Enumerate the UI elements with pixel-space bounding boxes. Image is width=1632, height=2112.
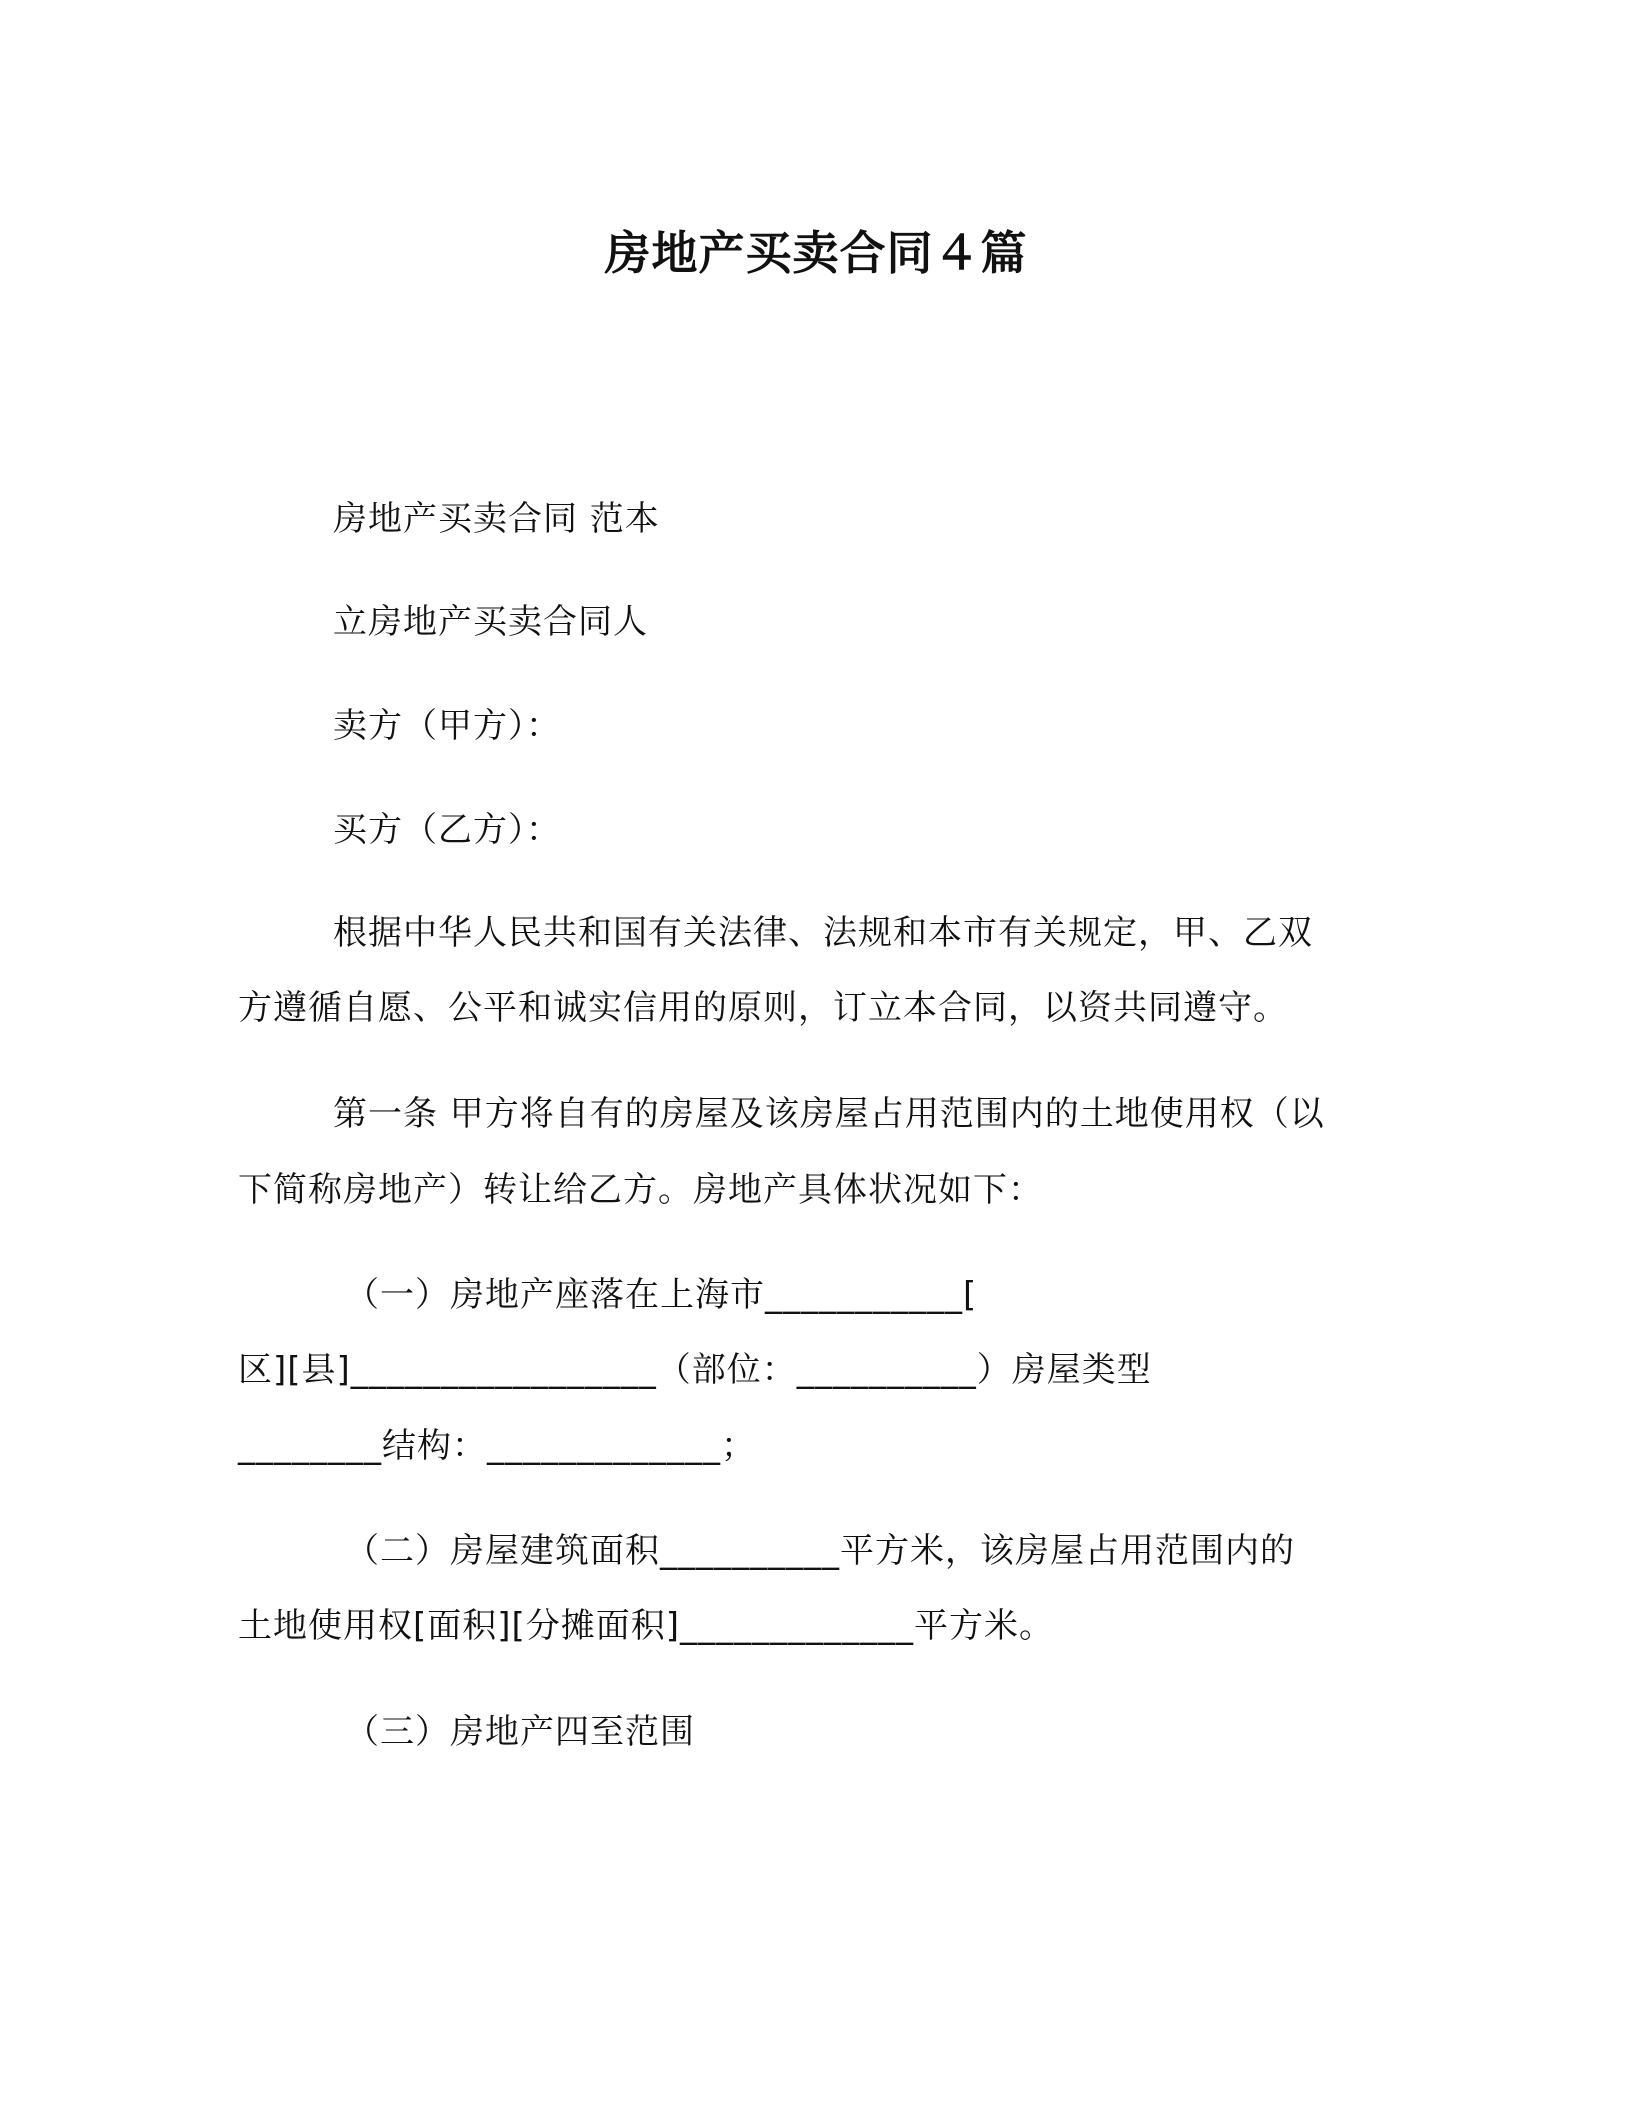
article-1-line-2: 下简称房地产）转让给乙方。房地产具体状况如下： bbox=[238, 1170, 1043, 1210]
document-title: 房地产买卖合同４篇 bbox=[604, 226, 1028, 280]
preamble-line-1: 根据中华人民共和国有关法律、法规和本市有关规定，甲、乙双 bbox=[333, 913, 1313, 953]
parties-intro: 立房地产买卖合同人 bbox=[333, 602, 648, 642]
seller-label: 卖方（甲方）： bbox=[333, 706, 561, 746]
buyer-label: 买方（乙方）： bbox=[333, 810, 561, 850]
contract-heading: 房地产买卖合同 范本 bbox=[333, 499, 660, 539]
item-2-line-1: （二）房屋建筑面积__________平方米，该房屋占用范围内的 bbox=[345, 1531, 1295, 1571]
article-1-line-1: 第一条 甲方将自有的房屋及该房屋占用范围内的土地使用权（以 bbox=[333, 1094, 1325, 1134]
item-1-line-2: 区][县]_________________（部位：__________）房屋类型 bbox=[238, 1350, 1152, 1390]
item-1-line-3: ________结构：_____________； bbox=[238, 1426, 756, 1466]
item-2-line-2: 土地使用权[面积][分摊面积]_____________平方米。 bbox=[238, 1606, 1055, 1646]
item-3-line-1: （三）房地产四至范围 bbox=[345, 1712, 695, 1752]
preamble-line-2: 方遵循自愿、公平和诚实信用的原则，订立本合同，以资共同遵守。 bbox=[238, 988, 1288, 1028]
item-1-line-1: （一）房地产座落在上海市___________[ bbox=[345, 1275, 978, 1315]
